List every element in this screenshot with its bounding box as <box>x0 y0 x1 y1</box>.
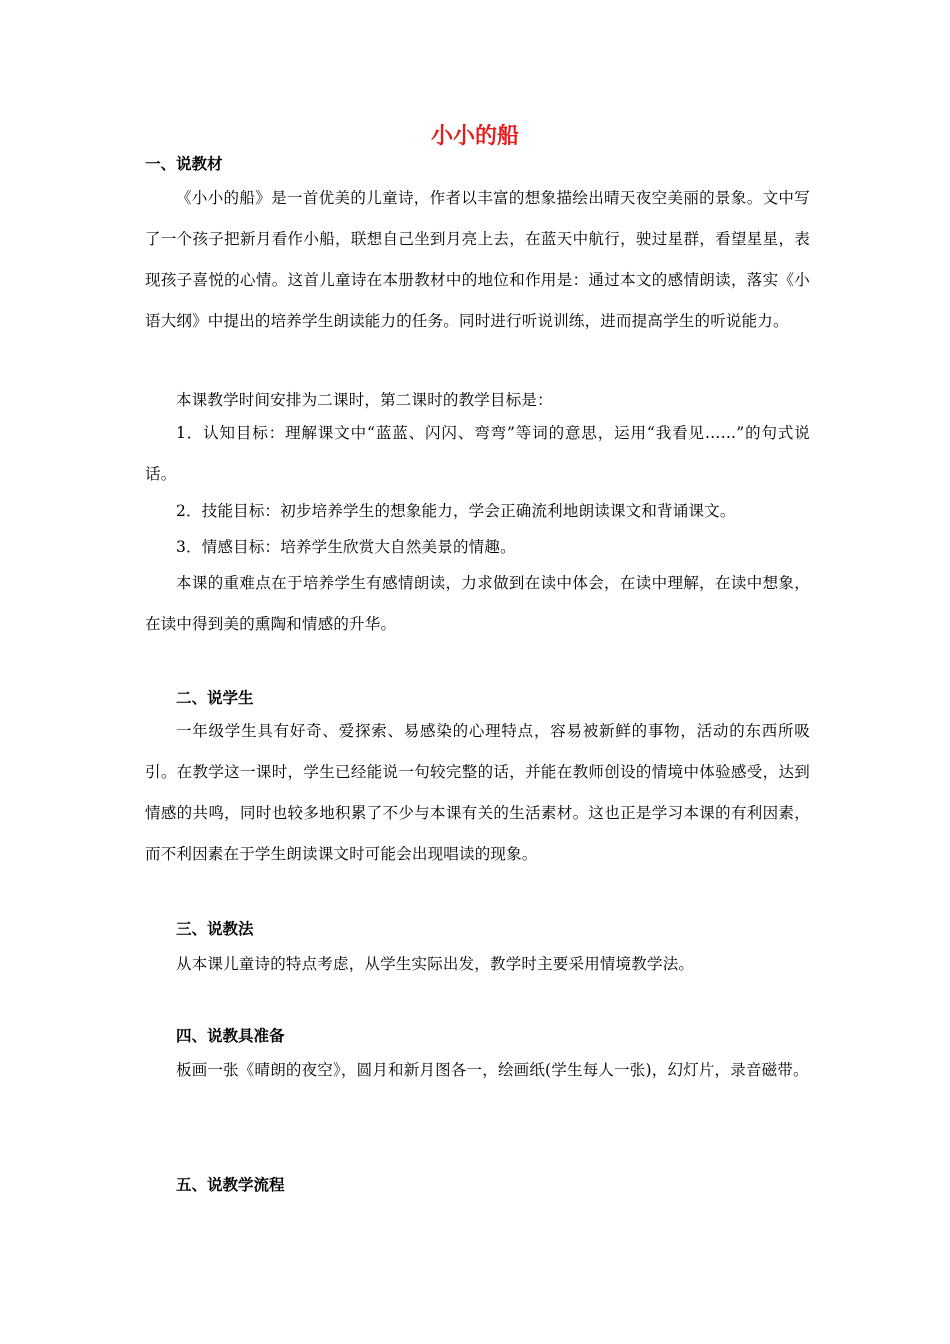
paragraph-goal-cognitive: 1．认知目标：理解课文中“蓝蓝、闪闪、弯弯”等词的意思，运用“我看见……”的句式说话。 <box>145 424 810 483</box>
section-heading-teaching-process: 五、说教学流程 <box>176 1176 285 1194</box>
section-heading-teaching-method: 三、说教法 <box>176 920 254 938</box>
section-heading-students: 二、说学生 <box>176 689 254 707</box>
document-title: 小小的船 <box>430 124 519 149</box>
paragraph-teaching-aids: 板画一张《晴朗的夜空》，圆月和新月图各一，绘画纸(学生每人一张)，幻灯片，录音磁带。 <box>176 1061 809 1079</box>
paragraph-lesson-time: 本课教学时间安排为二课时，第二课时的教学目标是： <box>176 391 553 409</box>
paragraph-teaching-method: 从本课儿童诗的特点考虑，从学生实际出发，教学时主要采用情境教学法。 <box>176 955 695 973</box>
paragraph-goal-emotion: 3．情感目标：培养学生欣赏大自然美景的情趣。 <box>176 538 516 556</box>
paragraph-goal-skill: 2．技能目标：初步培养学生的想象能力，学会正确流利地朗读课文和背诵课文。 <box>176 502 736 520</box>
paragraph-students: 一年级学生具有好奇、爱探索、易感染的心理特点，容易被新鲜的事物，活动的东西所吸引。在教学这一课时，学生已经能说一句较完整的话，并能在教师创设的情境中体验感受，达到情感的共鸣，同时也较多地积累了不少与本课有关的生活素材。这也正是学习本课的有利因素，而不利因素在于学生朗读课文时可能会出现唱读的现象。 <box>145 722 810 863</box>
paragraph-key-points: 本课的重难点在于培养学生有感情朗读，力求做到在读中体会，在读中理解，在读中想象，在读中得到美的熏陶和情感的升华。 <box>145 574 810 633</box>
paragraph-material-intro: 《小小的船》是一首优美的儿童诗，作者以丰富的想象描绘出晴天夜空美丽的景象。文中写了一个孩子把新月看作小船，联想自己坐到月亮上去，在蓝天中航行，驶过星群，看望星星，表现孩子喜悦的心情。这首儿童诗在本册教材中的地位和作用是：通过本文的感情朗读，落实《小语大纲》中提出的培养学生朗读能力的任务。同时进行听说训练，进而提高学生的听说能力。 <box>145 189 810 330</box>
section-heading-teaching-aids: 四、说教具准备 <box>176 1027 285 1045</box>
section-heading-teaching-material: 一、说教材 <box>145 155 223 173</box>
